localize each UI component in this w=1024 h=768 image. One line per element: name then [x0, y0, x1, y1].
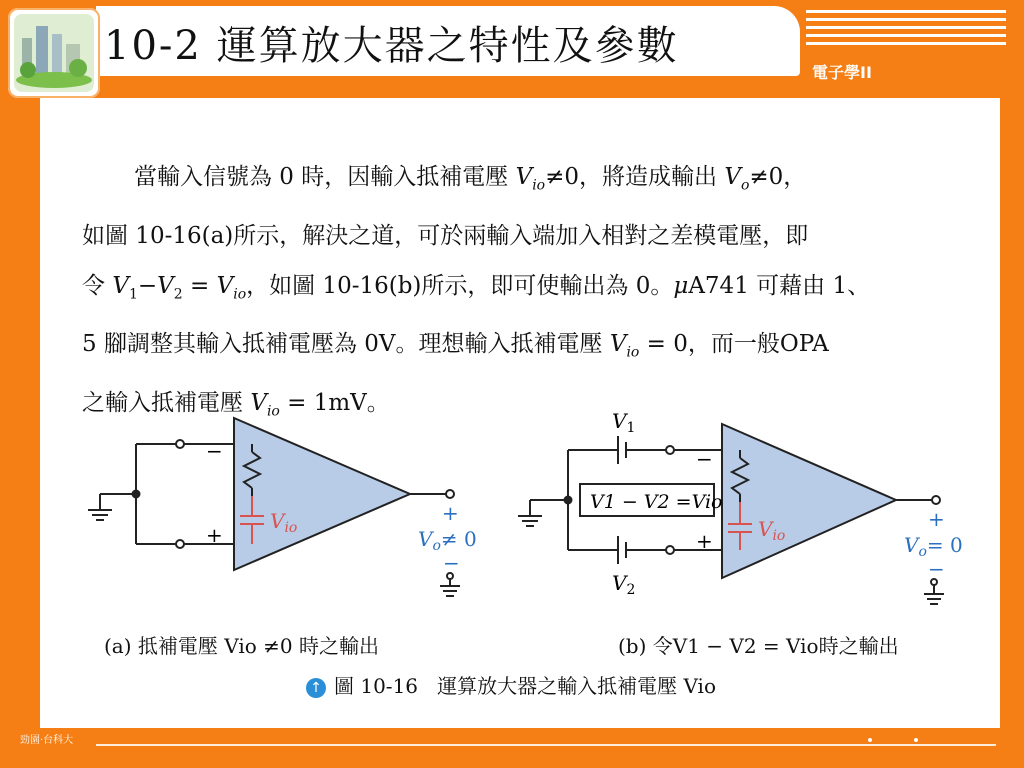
vout-label-a: $V_o\ne 0$ — [418, 527, 477, 554]
publisher-logo: 勁園‧台科大 — [20, 735, 74, 746]
plus-label-a: + — [206, 523, 223, 547]
minus-label-a: − — [206, 439, 223, 463]
vio-label-b: $V_{io}$ — [758, 517, 786, 544]
circuit-a — [88, 418, 460, 596]
minus-label-b: − — [696, 447, 713, 471]
para-line-3: 令 $V_1-V_2 = V_{io}$，如圖 10-16(b)所示，即可使輸出為 0。μA741 可藉由 1、 — [82, 272, 871, 303]
plus-label-b: + — [696, 529, 713, 553]
out-minus-b: − — [928, 557, 945, 581]
caption-a: (a) 抵補電壓 Vio ≠0 時之輸出 — [104, 634, 379, 658]
page-title: 10-2 運算放大器之特性及參數 — [104, 23, 679, 69]
para-line-2: 如圖 10-16(a)所示，解決之道，可於兩輸入端加入相對之差模電壓，即 — [82, 222, 809, 249]
footer-dot — [914, 738, 918, 742]
figure-number: 圖 10-16 — [334, 674, 419, 698]
para-line-5: 之輸入抵補電壓 $V_{io} = 1mV$。 — [82, 389, 390, 420]
opamp-triangle-a — [234, 418, 410, 570]
footer-line — [96, 744, 996, 746]
opamp-triangle-b — [722, 424, 896, 578]
v2-label: $V_2$ — [612, 571, 636, 598]
out-minus-a: − — [443, 551, 460, 575]
vio-label-a: $V_{io}$ — [270, 509, 298, 536]
para-line-1: 當輸入信號為 0 時，因輸入抵補電壓 $V_{io}\ne 0$，將造成輸出 $V_o\ne 0$， — [134, 164, 807, 194]
circuit-b — [518, 424, 944, 604]
para-line-4: 5 腳調整其輸入抵補電壓為 0V。理想輸入抵補電壓 $V_{io} = 0$，而一般OPA — [82, 331, 829, 361]
up-arrow-icon: ↑ — [306, 678, 326, 698]
out-plus-b: + — [928, 507, 945, 531]
out-plus-a: + — [442, 501, 459, 525]
v1-label: $V_1$ — [612, 409, 636, 436]
figure-caption: 運算放大器之輸入抵補電壓 Vio — [437, 674, 716, 698]
footer-dot — [868, 738, 872, 742]
subject-label: 電子學II — [812, 63, 872, 82]
vout-label-b: $V_o= 0$ — [904, 533, 963, 560]
diff-voltage-box-label: V1 − V2 =Vio — [590, 491, 723, 513]
figure-title — [306, 670, 716, 699]
caption-b: (b) 令V1 − V2 = Vio時之輸出 — [618, 634, 899, 658]
